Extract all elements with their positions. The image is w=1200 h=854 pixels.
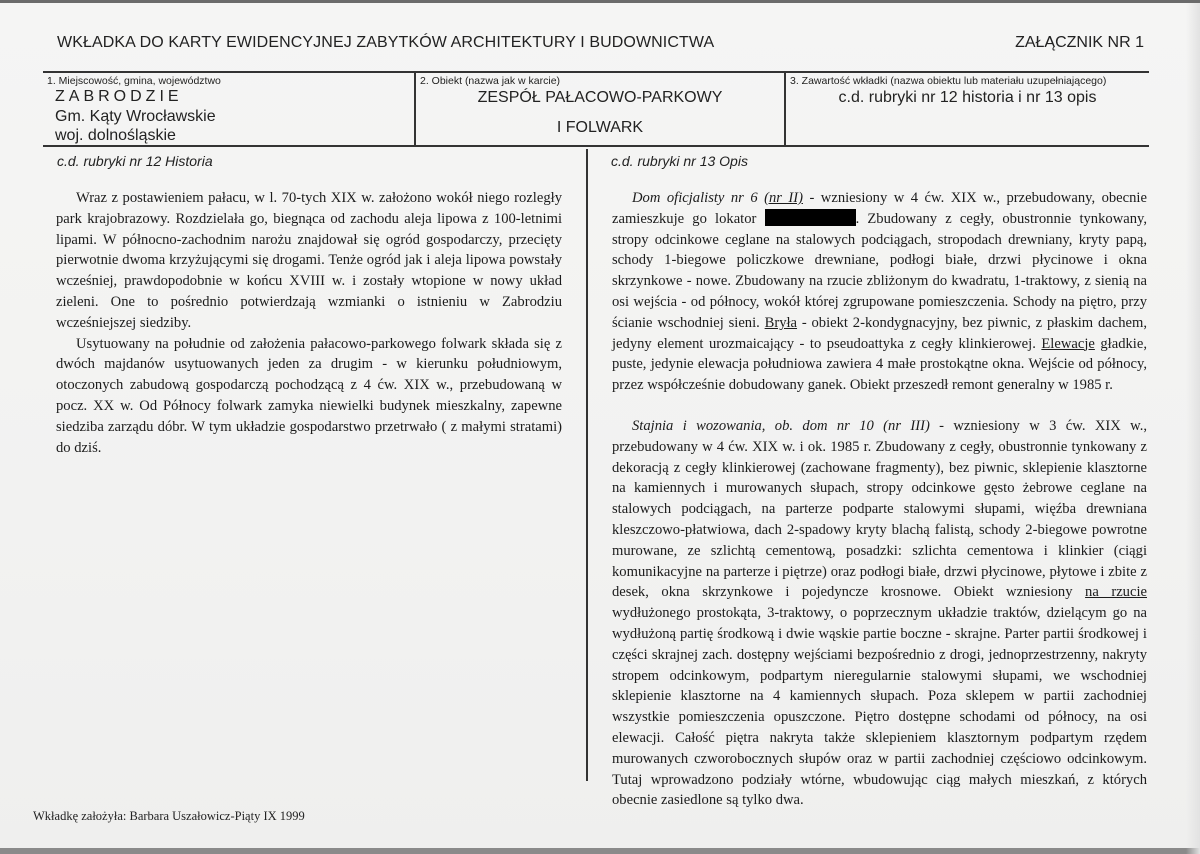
entry-title: Stajnia i wozowania, ob. dom nr 10 (nr III) [632, 417, 930, 434]
object-name-line2: I FOLWARK [556, 119, 644, 136]
contents-label: 3. Zawartość wkładki (nazwa obiektu lub materiału uzupełniającego) [790, 75, 1107, 87]
contents-value: c.d. rubryki nr 12 historia i nr 13 opis [838, 89, 1097, 106]
entry-title-ref: (nr II) [764, 190, 803, 206]
entry-title: Dom oficjalisty nr 6 [632, 190, 765, 206]
object-cell [416, 73, 786, 145]
term-elewacje: Elewacje [1041, 335, 1095, 352]
redacted-name-block [765, 209, 856, 226]
object-label: 2. Obiekt (nazwa jak w karcie) [420, 75, 561, 87]
object-name-line1: ZESPÓŁ PAŁACOWO-PARKOWY [477, 89, 723, 106]
voivodeship-name: woj. dolnośląskie [55, 127, 176, 144]
column-divider [586, 149, 588, 781]
entry-text: wydłużonego prostokąta, 3-traktowy, o poprzecznym układzie traktów, dzielącym go na wydłużoną partię środkową i dwie wąskie partie boczne - skrajne. Parter partii środkowej i części skrajnej zach. dostępny wejściami bezpośrednio z drogi, jednoprzestrzenny, nakryty stropem odcinkowym, podpartym nieregularnie stalowymi słupami, we wschodniej sklepienie klasztorne na 4 kamiennych słupach. Poza sklepem w partii zachodniej wszystkie pomieszczenia opuszczone. Piętro dostępne schodami od północy, na osi elewacji. Całość piętra nakryta także sklepieniem klasztornym podpartym rzędem murowanych czworobocznych słupów oraz w partii zachodniej częściowo odcinkowym. Tutaj wprowadzono podziały wtórne, wbudowując ciąg małych mieszkań, z których obecnie zasiedlone są tylko dwa. [612, 605, 1147, 809]
location-label: 1. Miejscowość, gmina, województwo [47, 75, 221, 87]
place-name: ZABRODZIE [55, 88, 183, 105]
description-heading: c.d. rubryki nr 13 Opis [611, 153, 748, 169]
term-na-rzucie: na rzucie [1085, 584, 1147, 601]
description-column [612, 188, 1147, 811]
entry-text: - wzniesiony w 4 ćw. XIX w., przebudowany, obecnie zamieszkuje go lokator [612, 190, 1147, 227]
annex-number: ZAŁĄCZNIK NR 1 [1015, 34, 1144, 51]
header-table [43, 71, 1149, 147]
document-title: WKŁADKA DO KARTY EWIDENCYJNEJ ZABYTKÓW ARCHITEKTURY I BUDOWNICTWA [57, 34, 715, 51]
entry-stajnia [612, 416, 1147, 811]
commune-name: Gm. Kąty Wrocławskie [55, 108, 216, 125]
entry-text: . Zbudowany z cegły, obustronnie tynkowany, stropy odcinkowe ceglane na stalowych podciągach, stropodach drewniany, kryty papą, schody 1-biegowe policzkowe drewniane, podłogi białe, drzwi płycinowe i okna skrzynkowe - nowe. Zbudowany na rzucie zbliżonym do kwadratu, 1-traktowy, z sienią na osi wejścia - od północy, wokół której zgrupowane pomieszczenia. Schody na piętro, przy ścianie wschodniej sieni. [612, 210, 1148, 331]
history-paragraph: Usytuowany na południe od założenia pałacowo-parkowego folwark składa się z dwóch majdanów usytuowanych jeden za drugim - w kierunku południowym, otoczonych zabudową gospodarczą pochodzącą z 4 ćw. XIX w., przebudowaną w pocz. XX w. Od Północy folwark zamyka niewielki budynek mieszkalny, zapewne siedziba zarządu dóbr. W tym układzie gospodarstwo przetrwało ( z małymi stratami) do dziś. [56, 335, 562, 456]
term-bryla: Bryła [764, 314, 798, 331]
history-paragraph: Wraz z postawieniem pałacu, w l. 70-tych XIX w. założono wokół niego rozległy park krajobrazowy. Rozdzielała go, biegnąca od zachodu aleja lipowa z 100-letnimi lipami. W północno-zachodnim narożu znajdował się ogród gospodarczy, przecięty pierwotnie dwoma krzyżującymi się drogami. Tenże ogród jak i aleja lipowa powstały wcześniej, prawdopodobnie w końcu XVIII w. i zostały wtopione w nowy układ zieleni. One to pośrednio potwierdzają wzmianki o istnieniu w Zabrodziu wcześniejszej siedziby. [56, 190, 562, 331]
entry-text: - wzniesiony w 3 ćw. XIX w., przebudowany w 4 ćw. XIX w. i ok. 1985 r. Zbudowany z cegły, obustronnie tynkowany z dekoracją z cegły klinkierowej (zachowane fragmenty), bez piwnic, sklepienie klasztorne na kamiennych i murowanych słupach, stropy odcinkowe gęsto żebrowe ceglane na stalowych podciągach, na parterze podparte stalowymi słupami, więźba drewniana kleszczowo-płatwiowa, dach 2-spadowy kryty blachą falistą, schody 2-biegowe powrotne murowane, ze szlichtą cementową, posadzki: szlichta cementowa i klinkier (ciągi komunikacyjne na parterze i piętrze) oraz podłogi białe, drzwi płycinowe, płytowe i zbite z desek, okna skrzynkowe i pojedyncze krosnowe. Obiekt wzniesiony [612, 417, 1148, 601]
contents-cell [786, 73, 1149, 145]
entry-dom-oficjalisty [612, 188, 1147, 396]
entry-text: - obiekt 2-kondygnacyjny, bez piwnic, z płaskim dachem, jedyny element urozmaicający - to pseudoattyka z cegły klinkierowej. [612, 314, 1147, 352]
history-column [56, 188, 562, 458]
location-cell [43, 73, 416, 145]
entry-text: gładkie, puste, jedynie elewacja południowa zawiera 4 małe prostokątne okna. Wejście od północy, przez współcześnie dobudowany ganek. Obiekt przeszedł remont generalny w 1985 r. [612, 335, 1147, 394]
author-note: Wkładkę założyła: Barbara Uszałowicz-Piąty IX 1999 [33, 809, 305, 823]
history-heading: c.d. rubryki nr 12 Historia [57, 153, 213, 169]
